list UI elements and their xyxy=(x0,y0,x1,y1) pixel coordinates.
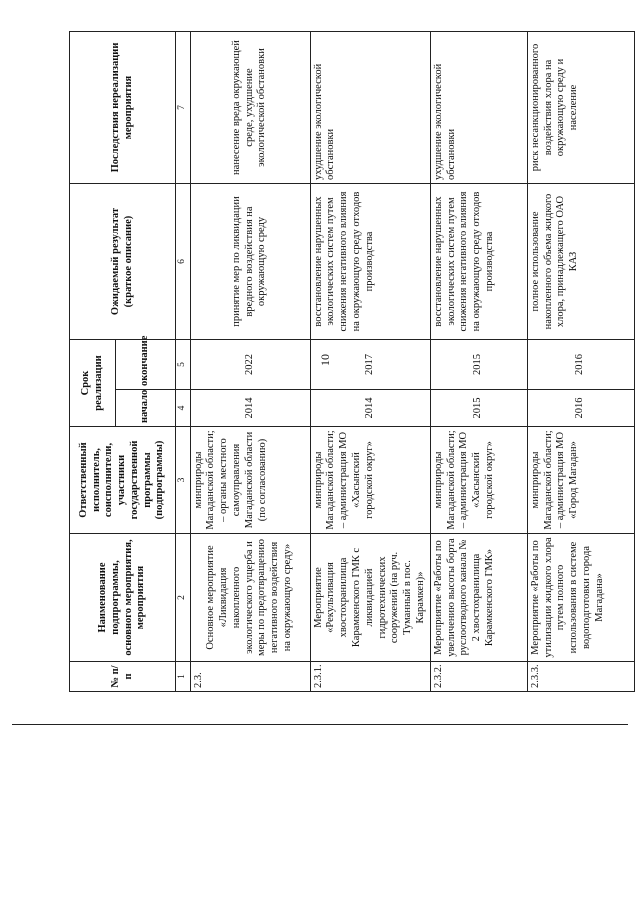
row-start: 2016 xyxy=(527,390,634,427)
table-row xyxy=(310,32,430,692)
header-result: Ожидаемый результат (краткое описание) xyxy=(70,184,176,340)
column-number: 1 xyxy=(176,662,191,692)
row-num: 2.3. xyxy=(190,662,310,692)
row-num: 2.3.3. xyxy=(527,662,634,692)
column-number: 7 xyxy=(176,32,191,184)
header-row xyxy=(70,32,116,692)
column-number-row xyxy=(176,32,191,692)
table-row xyxy=(190,32,310,692)
row-end: 2022 xyxy=(190,340,310,390)
row-end: 2015 xyxy=(430,340,527,390)
table-row xyxy=(430,32,527,692)
row-name: Мероприятие «Работы по утилизации жидкого хлора путем полного использования в системе водоподготовки города Магадана» xyxy=(527,534,634,662)
header-name: Наименование подпрограммы, основного мероприятия, мероприятия xyxy=(70,534,176,662)
column-number: 3 xyxy=(176,427,191,534)
column-number: 4 xyxy=(176,390,191,427)
header-responsible: Ответственный исполнитель, соисполнители, участники государственной программы (подпрограммы) xyxy=(70,427,176,534)
row-start: 2014 xyxy=(190,390,310,427)
row-result: полное использование накопленного объема жидкого хлора, принадлежащего ОАО КАЗ xyxy=(527,184,634,340)
row-name: Мероприятие «Рекультивация хвостохранилища Карамкенского ГМК с ликвидацией гидротехнических сооружений (на руч. Туманный в пос. Карамкен)» xyxy=(310,534,430,662)
column-number: 2 xyxy=(176,534,191,662)
row-consequences: ухудшение экологической обстановки xyxy=(430,32,527,184)
row-consequences: риск несанкционированного воздействия хлора на окружающую среду и население xyxy=(527,32,634,184)
row-result: восстановление нарушенных экологических систем путем снижения негативного влияния на окружающую среду отходов производства xyxy=(310,184,430,340)
measures-table xyxy=(69,31,635,692)
column-number: 6 xyxy=(176,184,191,340)
row-name: Основное мероприятие «Ликвидация накопленного экологического ущерба и меры по предотвращению негативного воздействия на окружающую среду» xyxy=(190,534,310,662)
row-responsible: минприроды Магаданской области; – администрация МО «Город Магадан» xyxy=(527,427,634,534)
row-responsible: минприроды Магаданской области; – администрация МО «Хасынский городской округ» xyxy=(430,427,527,534)
row-num: 2.3.2. xyxy=(430,662,527,692)
row-end: 2017 xyxy=(310,340,430,390)
page-divider-line xyxy=(12,724,628,725)
row-consequences: ухудшение экологической обстановки xyxy=(310,32,430,184)
row-responsible: минприроды Магаданской области; – органы местного самоуправления Магаданской области (по согласованию) xyxy=(190,427,310,534)
page-number: 10 xyxy=(318,354,332,366)
header-consequences: Последствия нереализации мероприятия xyxy=(70,32,176,184)
row-result: принятие мер по ликвидации вредного воздействия на окружающую среду xyxy=(190,184,310,340)
row-start: 2015 xyxy=(430,390,527,427)
row-start: 2014 xyxy=(310,390,430,427)
row-name: Мероприятие «Работы по увеличению высоты борта руслоотводного канала № 2 хвостохранилища Карамкенского ГМК» xyxy=(430,534,527,662)
header-num: № п/п xyxy=(70,662,176,692)
row-end: 2016 xyxy=(527,340,634,390)
rotated-table-container xyxy=(69,32,624,692)
header-start: начало xyxy=(116,390,176,427)
row-consequences: нанесение вреда окружающей среде, ухудшение экологической обстановки xyxy=(190,32,310,184)
column-number: 5 xyxy=(176,340,191,390)
table-row xyxy=(527,32,634,692)
header-period: Срок реализации xyxy=(70,340,116,427)
row-responsible: минприроды Магаданской области; – администрация МО «Хасынский городской округ» xyxy=(310,427,430,534)
row-result: восстановление нарушенных экологических систем путем снижения негативного влияния на окружающую среду отходов производства xyxy=(430,184,527,340)
row-num: 2.3.1. xyxy=(310,662,430,692)
header-end: окончание xyxy=(116,340,176,390)
